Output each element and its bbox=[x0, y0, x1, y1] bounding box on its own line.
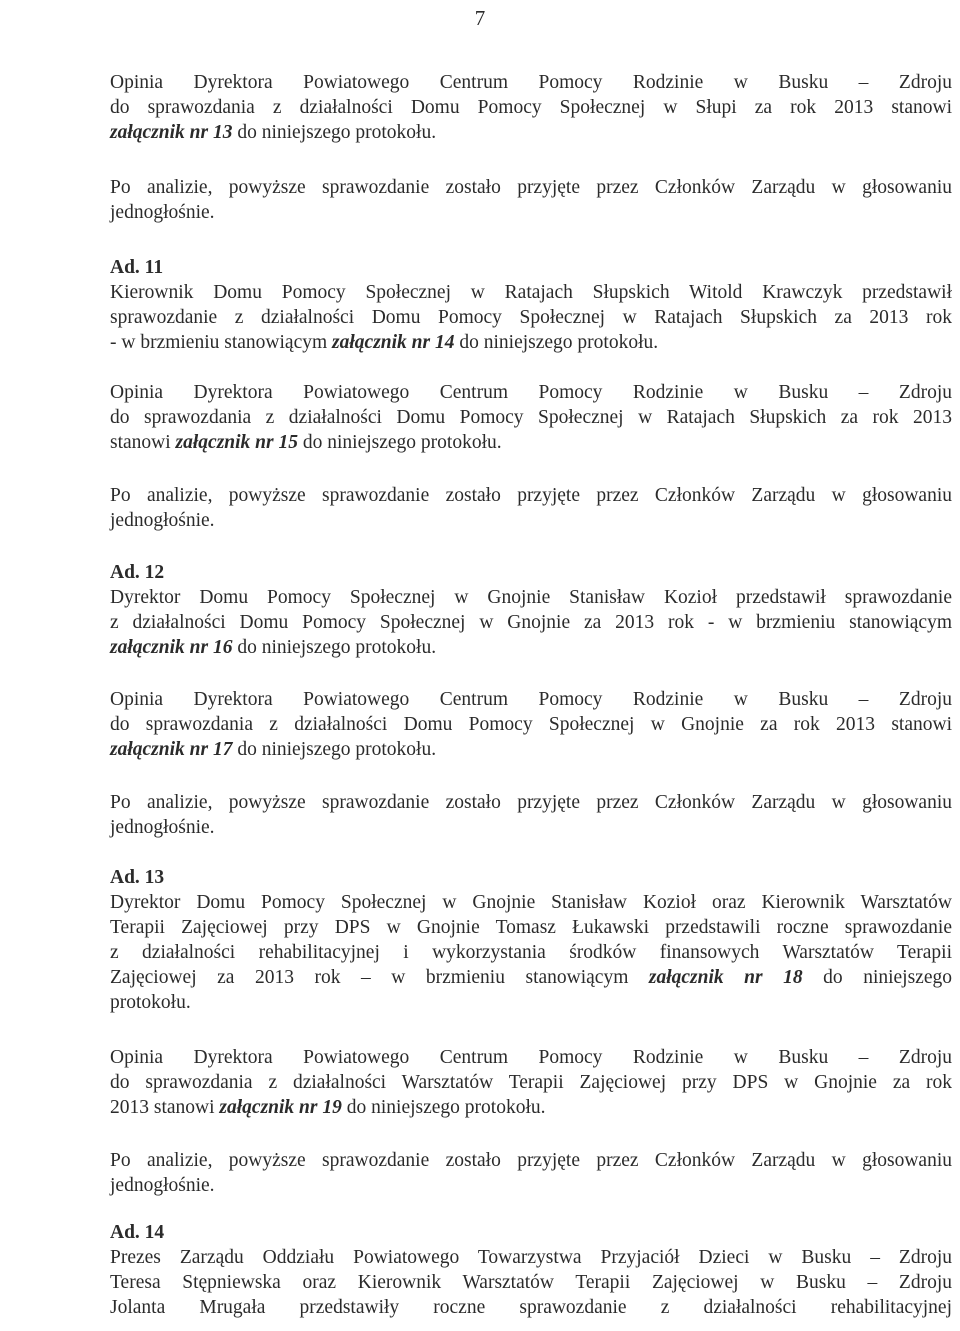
text-line: Zajęciowej za 2013 rok – w brzmieniu stanowiącym załącznik nr 18 do niniejszego bbox=[110, 967, 952, 988]
text-line: Opinia Dyrektora Powiatowego Centrum Pomocy Rodzinie w Busku – Zdroju bbox=[110, 382, 952, 403]
paragraph bbox=[110, 687, 952, 762]
text-line: - w brzmieniu stanowiącym załącznik nr 14 do niniejszego protokołu. bbox=[110, 332, 659, 353]
text-line: 2013 stanowi załącznik nr 19 do niniejszego protokołu. bbox=[110, 1097, 546, 1118]
text-line: jednogłośnie. bbox=[110, 202, 215, 223]
text-line: Po analizie, powyższe sprawozdanie zostało przyjęte przez Członków Zarządu w głosowaniu bbox=[110, 177, 952, 198]
text-line: do sprawozdania z działalności Domu Pomocy Społecznej w Gnojnie za rok 2013 stanowi bbox=[110, 714, 952, 735]
attachment-reference: załącznik nr 15 bbox=[175, 432, 298, 453]
paragraph bbox=[110, 1148, 952, 1198]
attachment-reference: załącznik nr 13 bbox=[110, 122, 233, 143]
text-line: jednogłośnie. bbox=[110, 510, 215, 531]
text-line: sprawozdanie z działalności Domu Pomocy Społecznej w Ratajach Słupskich za 2013 rok bbox=[110, 307, 952, 328]
paragraph bbox=[110, 865, 952, 1015]
section-heading: Ad. 12 bbox=[110, 562, 165, 583]
attachment-reference: załącznik nr 16 bbox=[110, 637, 233, 658]
text-line: Opinia Dyrektora Powiatowego Centrum Pomocy Rodzinie w Busku – Zdroju bbox=[110, 1047, 952, 1068]
attachment-reference: załącznik nr 14 bbox=[332, 332, 455, 353]
text-line: protokołu. bbox=[110, 992, 191, 1013]
paragraph bbox=[110, 790, 952, 840]
attachment-reference: załącznik nr 17 bbox=[110, 739, 233, 760]
text-line: do sprawozdania z działalności Domu Pomocy Społecznej w Ratajach Słupskich za rok 2013 bbox=[110, 407, 952, 428]
text-line: Dyrektor Domu Pomocy Społecznej w Gnojnie Stanisław Kozioł oraz Kierownik Warsztatów bbox=[110, 892, 952, 913]
text-line: załącznik nr 16 do niniejszego protokołu. bbox=[110, 637, 437, 658]
paragraph bbox=[110, 1220, 952, 1320]
text-line: z działalności Domu Pomocy Społecznej w Gnojnie za 2013 rok - w brzmieniu stanowiącym bbox=[110, 612, 952, 633]
text-line: jednogłośnie. bbox=[110, 1175, 215, 1196]
paragraph bbox=[110, 560, 952, 660]
text-line: Dyrektor Domu Pomocy Społecznej w Gnojnie Stanisław Kozioł przedstawił sprawozdanie bbox=[110, 587, 952, 608]
paragraph bbox=[110, 483, 952, 533]
text-line: do sprawozdania z działalności Warsztatów Terapii Zajęciowej przy DPS w Gnojnie za rok bbox=[110, 1072, 952, 1093]
text-line: stanowi załącznik nr 15 do niniejszego protokołu. bbox=[110, 432, 502, 453]
text-line: Jolanta Mrugała przedstawiły roczne sprawozdanie z działalności rehabilitacyjnej bbox=[110, 1297, 952, 1318]
text-line: jednogłośnie. bbox=[110, 817, 215, 838]
page-number: 7 bbox=[474, 6, 486, 30]
section-heading: Ad. 11 bbox=[110, 257, 164, 278]
text-line: Po analizie, powyższe sprawozdanie zostało przyjęte przez Członków Zarządu w głosowaniu bbox=[110, 485, 952, 506]
text-line: Po analizie, powyższe sprawozdanie zostało przyjęte przez Członków Zarządu w głosowaniu bbox=[110, 792, 952, 813]
text-line: Prezes Zarządu Oddziału Powiatowego Towarzystwa Przyjaciół Dzieci w Busku – Zdroju bbox=[110, 1247, 952, 1268]
section-heading: Ad. 13 bbox=[110, 867, 165, 888]
paragraph bbox=[110, 175, 952, 225]
paragraph bbox=[110, 380, 952, 455]
text-line: z działalności rehabilitacyjnej i wykorzystania środków finansowych Warsztatów Terapii bbox=[110, 942, 952, 963]
text-line: Terapii Zajęciowej przy DPS w Gnojnie Tomasz Łukawski przedstawili roczne sprawozdanie bbox=[110, 917, 952, 938]
text-line: do sprawozdania z działalności Domu Pomocy Społecznej w Słupi za rok 2013 stanowi bbox=[110, 97, 952, 118]
paragraph bbox=[110, 1045, 952, 1120]
text-line: Opinia Dyrektora Powiatowego Centrum Pomocy Rodzinie w Busku – Zdroju bbox=[110, 689, 952, 710]
text-line: Opinia Dyrektora Powiatowego Centrum Pomocy Rodzinie w Busku – Zdroju bbox=[110, 72, 952, 93]
section-heading: Ad. 14 bbox=[110, 1222, 165, 1243]
text-line: Kierownik Domu Pomocy Społecznej w Ratajach Słupskich Witold Krawczyk przedstawił bbox=[110, 282, 952, 303]
text-line: Teresa Stępniewska oraz Kierownik Warsztatów Terapii Zajęciowej w Busku – Zdroju bbox=[110, 1272, 952, 1293]
text-line: załącznik nr 17 do niniejszego protokołu. bbox=[110, 739, 437, 760]
text-line: załącznik nr 13 do niniejszego protokołu. bbox=[110, 122, 437, 143]
paragraph bbox=[110, 70, 952, 145]
text-line: Po analizie, powyższe sprawozdanie zostało przyjęte przez Członków Zarządu w głosowaniu bbox=[110, 1150, 952, 1171]
attachment-reference: załącznik nr 18 bbox=[648, 967, 803, 988]
paragraph bbox=[110, 255, 952, 355]
attachment-reference: załącznik nr 19 bbox=[219, 1097, 342, 1118]
